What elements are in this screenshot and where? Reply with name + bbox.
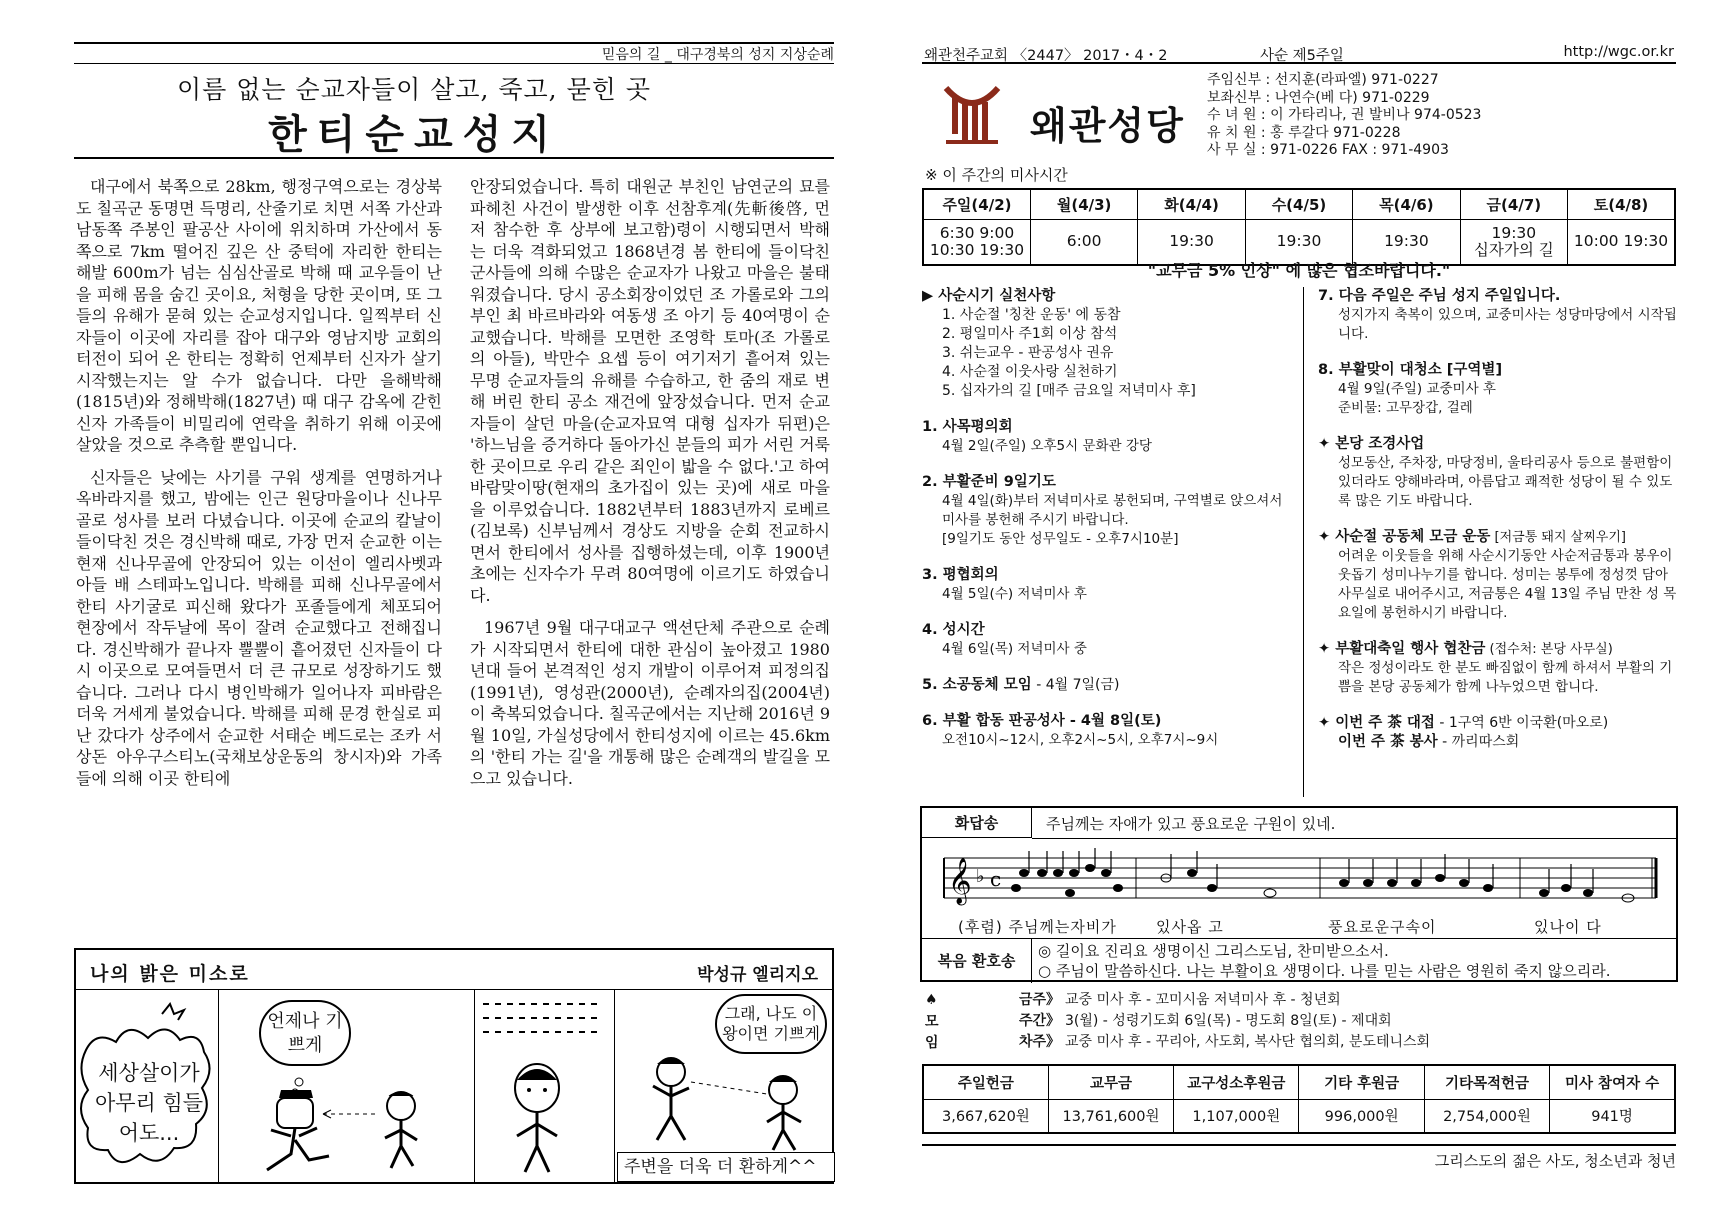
meeting-text: 교중 미사 후 - 꾸리아, 사도회, 복사단 협의회, 분도테니스회 (1065, 1034, 1431, 1050)
cartoon-header (76, 950, 832, 990)
offering-header: 기타 후원금 (1299, 1065, 1424, 1099)
staff-line: 유 치 원 : 홍 루갈다 971-0228 (1207, 124, 1401, 141)
day-header: 토(4/8) (1568, 189, 1675, 219)
notice-item (922, 566, 1294, 604)
day-header: 수(4/5) (1245, 189, 1352, 219)
duty-heading: ✦ 이번 주 茶 대접 (1318, 715, 1435, 731)
website-link[interactable]: http://wgc.or.kr (1563, 44, 1674, 60)
mass-time: 10:00 19:30 (1573, 232, 1669, 251)
acclamation-lines (1038, 941, 1611, 981)
notice-body: - 4월 7일(금) (1031, 677, 1120, 693)
duty-body: - 1구역 6반 이국환(마오로) (1434, 715, 1609, 731)
notice-body: 4월 5일(수) 저녁미사 후 (942, 586, 1087, 602)
notice-item (1318, 361, 1680, 418)
notice-note: [저금통 돼지 살찌우기] (1490, 530, 1626, 545)
issue-info: 왜관천주교회 〈2447〉 2017・4・2 (924, 48, 1168, 64)
article-paragraph: 1967년 9월 대구대교구 액션단체 주관으로 순례가 시작되면서 한티에 대한 관심이 높아졌고 1980년대 들어 본격적인 성지 개발이 이루어져 피정의집(1991년), 영성관(2000년), 순례자의집(2004년)이 축복되었습니다. 칠곡군에서는 지난해 2016년 9월 10일, 가실성당에서 한티성지에 이르는 45.6km의 '한티 가는 길'을 개통해 많은 순례객의 발길을 모으고 있습니다. (470, 618, 830, 788)
mass-time: 19:30 (1491, 223, 1537, 242)
notices-column-left (922, 287, 1294, 767)
day-header: 금(4/7) (1460, 189, 1567, 219)
notice-heading: 2. 부활준비 9일기도 (922, 474, 1056, 490)
duty-list (1318, 714, 1680, 752)
mass-time: 19:30 (1276, 232, 1322, 251)
staff-line: 주임신부 : 선지훈(라파엘) 971-0227 (1207, 72, 1439, 88)
lent-item: 3. 쉬는교우 - 판공성사 권유 (942, 345, 1114, 361)
lent-item: 4. 사순절 이웃사랑 실천하기 (942, 364, 1118, 380)
panel-1-text: 세상살이가 아무리 힘들어도... (94, 1061, 204, 1145)
notice-item (1318, 435, 1680, 511)
notice-item (1318, 640, 1680, 697)
cartoon-panel-1 (76, 990, 218, 1184)
notices-column-right (1318, 287, 1680, 769)
notice-body: 성모동산, 주차장, 마당정비, 울타리공사 등으로 불편함이 있더라도 양해바라며, 아름답고 쾌적한 성당이 될 수 있도록 많은 기도 바랍니다. (1338, 455, 1673, 509)
meeting-key: 주간》 (1019, 1013, 1061, 1029)
article-paragraph: 안장되었습니다. 특히 대원군 부친인 남연군의 묘를 파헤친 사건이 발생한 이후 선참후계(先斬後啓, 먼저 참수한 후 상부에 보고함)령이 시행되면서 박해는 더욱 격화되었고 1868년경 봄 한티에 들이닥친 군사들에 의해 수많은 순교자가 나왔고 마을은 불태워졌습니다. 당시 공소회장이었던 조 가롤로와 그의 부인 최 바르바라와 여동생 조 아기 등 40여명이 순교했습니다. 박해를 모면한 조영학 토마(조 가롤로의 아들), 박만수 요셉 등이 여기저기 흩어져 있는 무명 순교자들의 유해를 수습하고, 한 줌의 재로 변해 버린 한티 공소 재건에 앞장섰습니다. 먼저 순교자들이 살던 마을(순교자묘역 대형 십자가 뒤편)은 '하느님을 증거하다 돌아가신 분들의 피가 서린 거룩한 곳이므로 우리 같은 죄인이 밟을 수 없다.'고 하여 바람맞이땅(현재의 초가집이 있는 곳)에 새로 마을을 이루었습니다. 1882년부터 1883년까지 로베르(김보록) 신부님께서 경상도 지방을 순회 전교하시면서 한티에서 성사를 집행하셨는데, 이후 1900년 초에는 신자수가 무려 80여명에 이르기도 하였습니다. (470, 177, 830, 605)
mass-schedule-table (922, 188, 1676, 266)
cartoon-panel-4 (614, 990, 836, 1184)
notice-item (1318, 528, 1680, 623)
psalm-rule (1032, 838, 1678, 839)
notice-body: 4월 4일(화)부터 저녁미사로 봉헌되며, 구역별로 앉으셔서 미사를 봉헌해 주시기 바랍니다. (942, 493, 1283, 528)
lent-item: 5. 십자가의 길 [매주 금요일 저녁미사 후] (942, 383, 1196, 399)
acclamation-line: ○ 주님이 말씀하신다. 나는 부활이요 생명이다. 나를 믿는 사람은 영원히 죽지 않으리라. (1038, 962, 1611, 980)
notice-heading: 4. 성시간 (922, 622, 985, 638)
lyric-segment: 풍요로운구속이 (1328, 918, 1437, 936)
notice-body: 작은 정성이라도 한 분도 빠짐없이 함께 하셔서 부활의 기쁨을 본당 공동체가 함께 나누었으면 합니다. (1338, 660, 1673, 695)
meeting-row (1019, 990, 1341, 1012)
lent-item: 2. 평일미사 주1회 이상 참석 (942, 326, 1118, 342)
notice-body: 4월 9일(주일) 교중미사 후 (1338, 381, 1496, 397)
staff-line: 사 무 실 : 971-0226 FAX : 971-4903 (1207, 142, 1449, 158)
notice-heading: ✦ 부활대축일 행사 협찬금 (1318, 641, 1486, 657)
notice-item (922, 712, 1294, 750)
mass-schedule-label: ※ 이 주간의 미사시간 (925, 166, 1068, 184)
mass-time: 6:00 (1066, 232, 1102, 251)
offering-header: 주일헌금 (923, 1065, 1048, 1099)
article-title: 한티순교성지 (268, 111, 560, 158)
meeting-key: 금주》 (1019, 992, 1061, 1008)
meeting-row (1019, 1032, 1430, 1054)
cartoon-author: 박성규 엘리지오 (697, 965, 818, 985)
thought-bubble: 언제나 기쁘게 (259, 1000, 351, 1066)
mass-time: 십자가의 길 (1473, 240, 1554, 259)
psalm-box (920, 806, 1678, 982)
mass-time: 10:30 19:30 (929, 240, 1025, 259)
bulletin-header (922, 44, 1676, 64)
notice-body: 성지가지 축복이 있으며, 교중미사는 성당마당에서 시작됩니다. (1338, 307, 1677, 342)
svg-text:♭: ♭ (976, 866, 985, 887)
title-rule (74, 157, 834, 159)
liturgical-sunday: 사순 제5주일 (1260, 48, 1344, 64)
panel-4-caption: 주변을 더욱 더 환하게^^ (617, 1152, 835, 1182)
notice-item (922, 621, 1294, 659)
column-divider (1303, 287, 1304, 797)
tithe-notice: "교무금 5% 인상" 에 많은 협조바랍니다." (1147, 261, 1451, 280)
notice-heading: 6. 부활 합동 판공성사 - 4월 8일(토) (922, 713, 1162, 729)
lyric-segment: (후렴) 주님께는자비가 (958, 918, 1117, 936)
mass-time: 19:30 (1384, 232, 1429, 251)
article-column-2 (470, 176, 830, 800)
psalm-label: 화답송 (922, 808, 1032, 838)
offering-value: 941명 (1550, 1099, 1675, 1133)
lyric-segment: 있사옵 고 (1156, 918, 1224, 936)
notice-item (1318, 287, 1680, 344)
acclamation-line: ◎ 길이요 진리요 생명이신 그리스도님, 찬미받으소서. (1038, 942, 1389, 960)
speech-bubble: 그래, 나도 이왕이면 기쁘게 (715, 994, 827, 1054)
article-paragraph: 대구에서 북쪽으로 28km, 행정구역으로는 경상북도 칠곡군 동명면 득명리, 산줄기로 치면 서쪽 가산과 남동쪽 주봉인 팔공산 사이에 위치하며 가산에서 동쪽으로 7km 떨어진 깊은 산 중턱에 자리한 한티는 해발 600m가 넘는 심심산골로 박해 때 교우들이 난을 피해 몸을 숨긴 곳이요, 처형을 당한 곳이며, 또 그들의 유해가 묻혀 있는 순교성지입니다. 일찍부터 신자들이 이곳에 자리를 잡아 대구와 영남지방 교회의 터전이 되어 온 한티는 정확히 언제부터 신자가 살기 시작했는지는 알 수가 없습니다. 다만 을해박해(1815년)와 정해박해(1827년) 때 대구 감옥에 갇힌 신자 가족들이 비밀리에 연락을 취하기 위해 이곳에 살았을 것으로 추측할 뿐입니다. (76, 177, 442, 454)
day-header: 주일(4/2) (923, 189, 1030, 219)
psalm-text: 주님께는 자애가 있고 풍요로운 구원이 있네. (1046, 815, 1336, 833)
svg-text:𝄞: 𝄞 (948, 858, 972, 904)
parish-name: 왜관성당 (1030, 104, 1185, 148)
day-header: 화(4/4) (1138, 189, 1245, 219)
notice-body: 어려운 이웃들을 위해 사순시기동안 사순저금통과 봉우이웃돕기 성미나누기를 합니다. 성미는 봉투에 정성껏 담아 사무실로 내어주시고, 저금통은 4월 13일 주님 만찬 성 목요일에 봉헌하시기 바랍니다. (1338, 548, 1677, 621)
acclamation-label: 복음 환호송 (922, 939, 1032, 983)
series-line: 믿음의 길 _ 대구경북의 성지 지상순례 (74, 44, 834, 64)
mass-time: 19:30 (1169, 232, 1214, 251)
day-header: 월(4/3) (1030, 189, 1137, 219)
notice-body: 준비물: 고무장갑, 걸레 (1338, 400, 1473, 416)
offering-table (922, 1064, 1676, 1134)
duty-heading: 이번 주 茶 봉사 (1338, 734, 1438, 750)
notice-item (922, 418, 1294, 456)
notice-heading: 5. 소공동체 모임 (922, 677, 1032, 693)
notice-heading: ✦ 사순절 공동체 모금 운동 (1318, 529, 1491, 545)
notice-note: (접수처: 본당 사무실) (1485, 642, 1613, 657)
article-paragraph: 신자들은 낮에는 사기를 구워 생계를 연명하거나 옥바라지를 했고, 밤에는 인근 원당마을이나 신나무골로 성사를 보러 다녔습니다. 이곳에 순교의 칼날이 들이닥친 것은 경신박해 때로, 가장 먼저 순교한 이는 현재 신나무골에 안장되어 있는 이선이 엘리사벳과 아들 배 스테파노입니다. 박해를 피해 신나무골에서 한티 사기굴로 피신해 왔다가 포졸들에게 체포되어 현장에서 작두날에 목이 잘려 순교했다고 전해집니다. 경신박해가 끝나자 뿔뿔이 흩어졌던 신자들이 다시 이곳으로 모여들면서 더 큰 규모로 성장하기도 했습니다. 그러나 다시 병인박해가 일어나자 피바람은 더욱 거세게 불었습니다. 박해를 피해 문경 한실로 피난 갔다가 상주에서 순교한 서태순 베드로는 조카 서상돈 아우구스티노(국채보상운동의 창시자)와 가족들에 의해 이곳 한티에 (76, 467, 442, 788)
offering-header: 미사 참여자 수 (1550, 1065, 1675, 1099)
offering-value: 996,000원 (1299, 1099, 1424, 1133)
meetings-label: ♠ 모임 (925, 992, 939, 1051)
lyric-segment: 있나이 다 (1534, 918, 1602, 936)
day-header: 목(4/6) (1353, 189, 1460, 219)
notice-item (922, 676, 1294, 695)
lent-practices (922, 287, 1294, 401)
gospel-acclamation (922, 938, 1676, 982)
footer-motto: 그리스도의 젊은 사도, 청소년과 청년 (1434, 1152, 1676, 1170)
svg-text:c: c (990, 867, 1002, 891)
article-subtitle: 이름 없는 순교자들이 살고, 죽고, 묻힌 곳 (177, 75, 651, 104)
notice-body: 4월 2일(주일) 오후5시 문화관 강당 (942, 438, 1152, 454)
notice-body: 오전10시~12시, 오후2시~5시, 오후7시~9시 (942, 732, 1219, 748)
music-score-icon (940, 848, 1660, 914)
footer-rule (922, 1144, 1676, 1146)
duty-body: - 까리따스회 (1437, 734, 1520, 750)
meeting-row (1019, 1011, 1392, 1033)
notice-body: [9일기도 동안 성무일도 - 오후7시10분] (942, 531, 1179, 547)
offering-value: 13,761,600원 (1048, 1099, 1173, 1133)
staff-line: 보좌신부 : 나연수(베 다) 971-0229 (1207, 89, 1430, 106)
staff-line: 수 녀 원 : 이 가타리나, 권 발비나 974-0523 (1207, 107, 1482, 123)
mass-time: 6:30 9:00 (939, 223, 1015, 242)
cartoon-strip (74, 948, 834, 1184)
running-man-icon (219, 990, 474, 1184)
meeting-text: 교중 미사 후 - 꼬미시움 저녁미사 후 - 청년회 (1065, 992, 1341, 1008)
notice-heading: 8. 부활맞이 대청소 [구역별] (1318, 362, 1503, 378)
church-logo-icon (942, 84, 1002, 146)
cartoon-title: 나의 밝은 미소로 (90, 963, 250, 985)
meeting-key: 차주》 (1019, 1034, 1061, 1050)
staff-directory (1207, 72, 1481, 160)
offering-value: 3,667,620원 (923, 1099, 1048, 1133)
cartoon-panel-2 (218, 990, 474, 1184)
offering-header: 교무금 (1048, 1065, 1173, 1099)
offering-value: 1,107,000원 (1174, 1099, 1299, 1133)
article-column-1 (76, 176, 442, 800)
offering-header: 기타목적헌금 (1424, 1065, 1549, 1099)
notice-heading: 3. 평협회의 (922, 567, 999, 583)
lent-title: ▶ 사순시기 실천사항 (922, 288, 1056, 304)
notice-heading: 7. 다음 주일은 주님 성지 주일입니다. (1318, 288, 1561, 304)
notice-heading: 1. 사목평의회 (922, 419, 1013, 435)
lent-item: 1. 사순절 '칭찬 운동' 에 동참 (942, 307, 1121, 323)
notice-body: 4월 6일(목) 저녁미사 중 (942, 641, 1087, 657)
offering-value: 2,754,000원 (1424, 1099, 1549, 1133)
thinking-man-icon (475, 990, 614, 1184)
offering-header: 교구성소후원금 (1174, 1065, 1299, 1099)
notice-heading: ✦ 본당 조경사업 (1318, 436, 1425, 452)
cartoon-panel-3 (474, 990, 614, 1184)
meeting-text: 3(월) - 성령기도회 6일(목) - 명도회 8일(토) - 제대회 (1065, 1013, 1392, 1029)
notice-item (922, 473, 1294, 549)
